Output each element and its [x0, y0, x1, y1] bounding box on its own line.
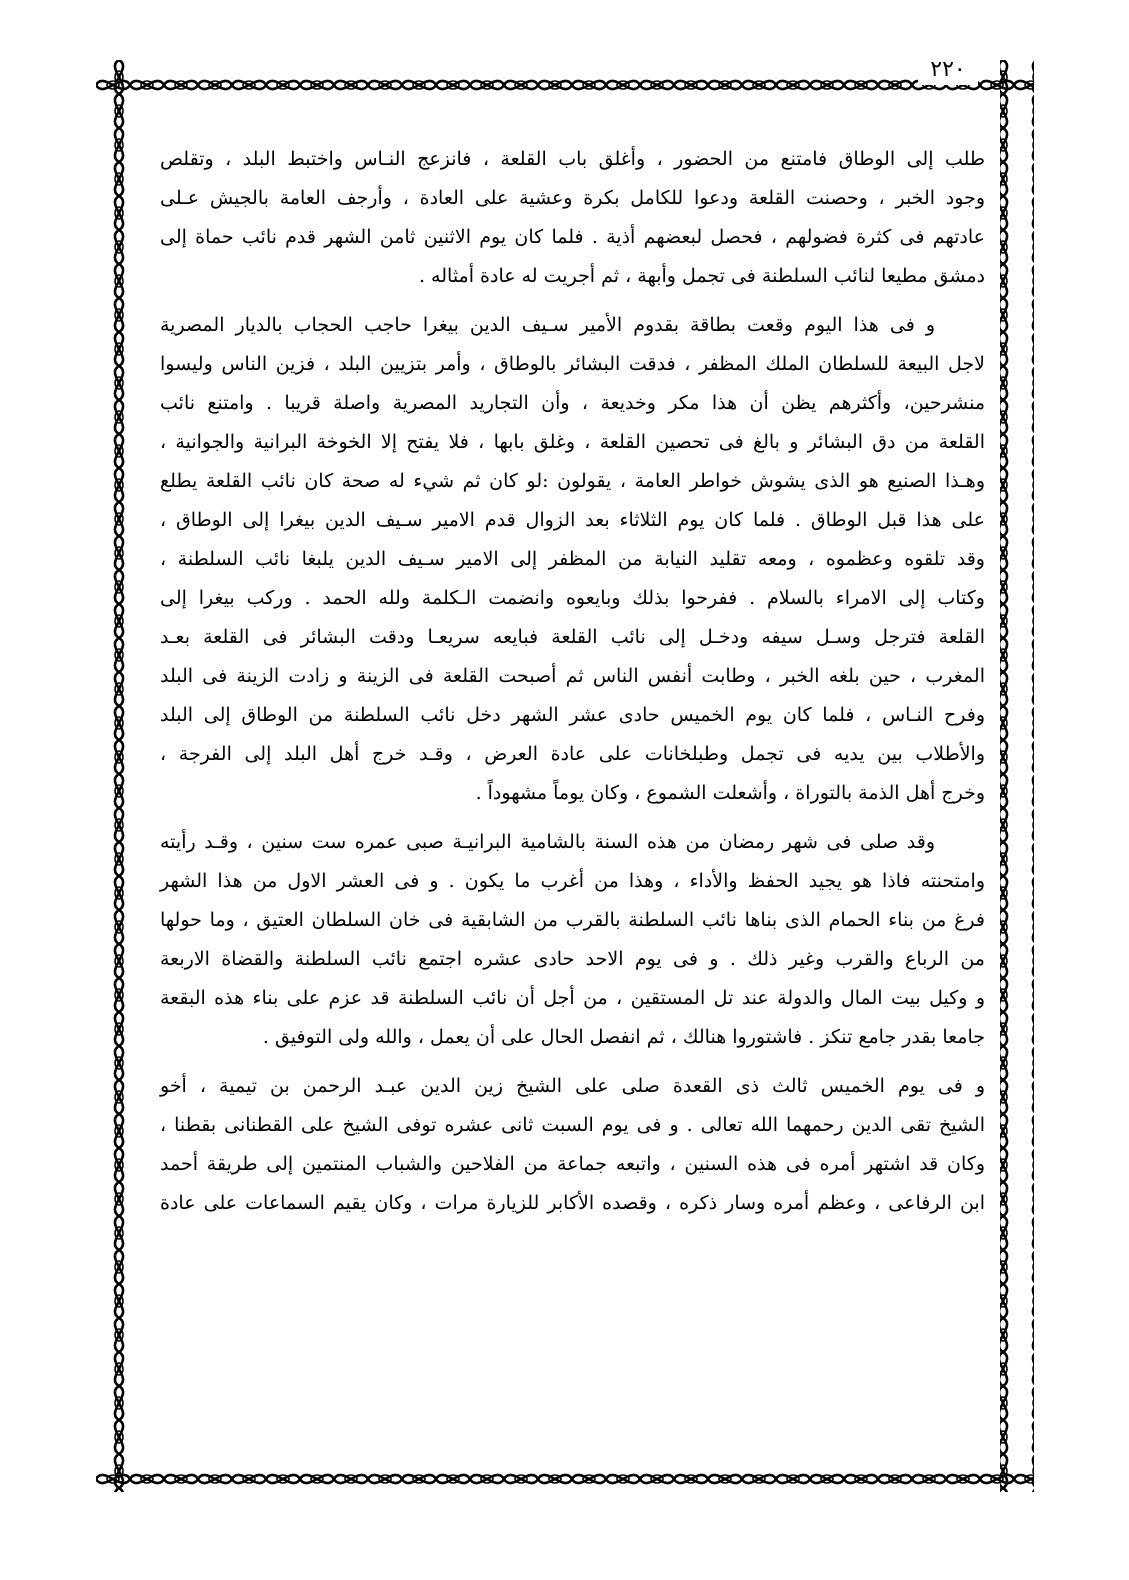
text-line: وهـذا الصنيع هو الذى يشوش خواطر العامة ، يقولون :لو كان ثم شيء له صحة كان نائب القلعة يطلع — [160, 470, 985, 492]
text-line: و فى هذا اليوم وقعت بطاقة بقدوم الأمير سـيف الدين بيغرا حاجب الحجاب بالديار المصرية — [160, 314, 935, 336]
text-line: الشيخ تقى الدين رحمهما الله تعالى . و فى يوم السبت ثانى عشره توفى الشيخ على القطنانى بقطنا ، — [160, 1114, 985, 1136]
border-top — [96, 60, 1034, 94]
text-line: دمشق مطيعا لنائب السلطنة فى تجمل وأبهة ، ثم أجريت له عادة أمثاله . — [418, 265, 985, 287]
text-line: وامتحنته فاذا هو يجيد الحفظ والأداء ، وهذا من أغرب ما يكون . و فى العشر الاول من هذا الشهر — [160, 870, 985, 892]
text-line: والأطلاب بين يديه فى تجمل وطبلخانات على عادة العرض ، وقـد خرج أهل البلد إلى الفرجة ، — [160, 743, 985, 765]
text-line: المغرب ، حين بلغه الخبر ، وطابت أنفس الناس ثم أصبحت القلعة فى الزينة و زادت الزينة فى البلد — [160, 665, 985, 687]
text-body — [160, 140, 985, 1223]
text-line: وقد صلى فى شهر رمضان من هذه السنة بالشامية البرانيـة صبى عمره ست سنين ، وقـد رأيته — [160, 831, 935, 853]
text-line: وجود الخبر ، وحصنت القلعة ودعوا للكامل بكرة وعشية على العادة ، وأرجف العامة بالجيش عـلى — [160, 187, 985, 209]
text-line: و فى يوم الخميس ثالث ذى القعدة صلى على الشيخ زين الدين عبـد الرحمن بن تيمية ، أخو — [160, 1075, 985, 1097]
text-line: طلب إلى الوطاق فامتنع من الحضور ، وأغلق باب القلعة ، فانزعج النـاس واختبط البلد ، وتقلص — [160, 148, 985, 170]
text-line: جامعا بقدر جامع تنكز . فاشتوروا هنالك ، ثم انفصل الحال على أن يعمل ، والله ولى التوفيق . — [262, 1026, 985, 1048]
text-line: عادتهم فى كثرة فضولهم ، فحصل لبعضهم أذية . فلما كان يوم الاثنين ثامن الشهر قدم نائب حماة إلى — [160, 226, 985, 248]
text-line: منشرحين، وأكثرهم يظن أن هذا مكر وخديعة ، وأن التجاريد المصرية واصلة قريبا . وامتنع نائب — [160, 392, 985, 414]
border-bottom — [96, 1458, 1034, 1492]
text-line: وقد تلقوه وعظموه ، ومعه تقليد النيابة من المظفر إلى الامير سـيف الدين يلبغا نائب السلطنة ، — [160, 548, 985, 570]
text-line: و وكيل بيت المال والدولة عند تل المستقين ، من أجل أن نائب السلطنة قد عزم على بناء هذه البقعة — [160, 987, 985, 1009]
text-line: لاجل البيعة للسلطان الملك المظفر ، فدقت البشائر بالوطاق ، وأمر بتزيين البلد ، فزين الناس وليسوا — [160, 353, 985, 375]
text-line: ابن الرفاعى ، وعظم أمره وسار ذكره ، وقصده الأكابر للزيارة مرات ، وكان يقيم السماعات على عادة — [160, 1192, 985, 1214]
border-left — [96, 60, 130, 1492]
text-line: وخرج أهل الذمة بالتوراة ، وأشعلت الشموع ، وكان يوماً مشهوداً . — [475, 782, 985, 804]
page-number: ٢٢٠ — [918, 55, 978, 85]
text-line: القلعة من دق البشائر و بالغ فى تحصين القلعة ، وغلق بابها ، فلا يفتح إلا الخوخة البرانية والجوانية ، — [160, 431, 985, 453]
text-line: على هذا قبل الوطاق . فلما كان يوم الثلاثاء بعد الزوال قدم الامير سـيف الدين بيغرا إلى الوطاق ، — [160, 509, 985, 531]
text-line: فرغ من بناء الحمام الذى بناها نائب السلطنة بالقرب من الشابقية فى خان السلطان العتيق ، وما حولها — [160, 909, 985, 931]
text-line: وكتاب إلى الامراء بالسلام . ففرحوا بذلك وبايعوه وانضمت الـكلمة ولله الحمد . وركب بيغرا إلى — [160, 587, 985, 609]
border-right — [1000, 60, 1034, 1492]
text-line: وكان قد اشتهر أمره فى هذه السنين ، واتبعه جماعة من الفلاحين والشباب المنتمين إلى طريقة أحمد — [160, 1153, 985, 1175]
text-line: من الرباع والقرب وغير ذلك . و فى يوم الاحد حادى عشره اجتمع نائب السلطنة والقضاة الاربعة — [160, 948, 985, 970]
text-line: وفرح النـاس ، فلما كان يوم الخميس حادى عشر الشهر دخل نائب السلطنة من الوطاق إلى البلد — [160, 704, 985, 726]
text-line: القلعة فترجل وسـل سيفه ودخـل إلى نائب القلعة فبايعه سريعـا ودقت البشائر فى القلعة بعـد — [160, 626, 985, 648]
